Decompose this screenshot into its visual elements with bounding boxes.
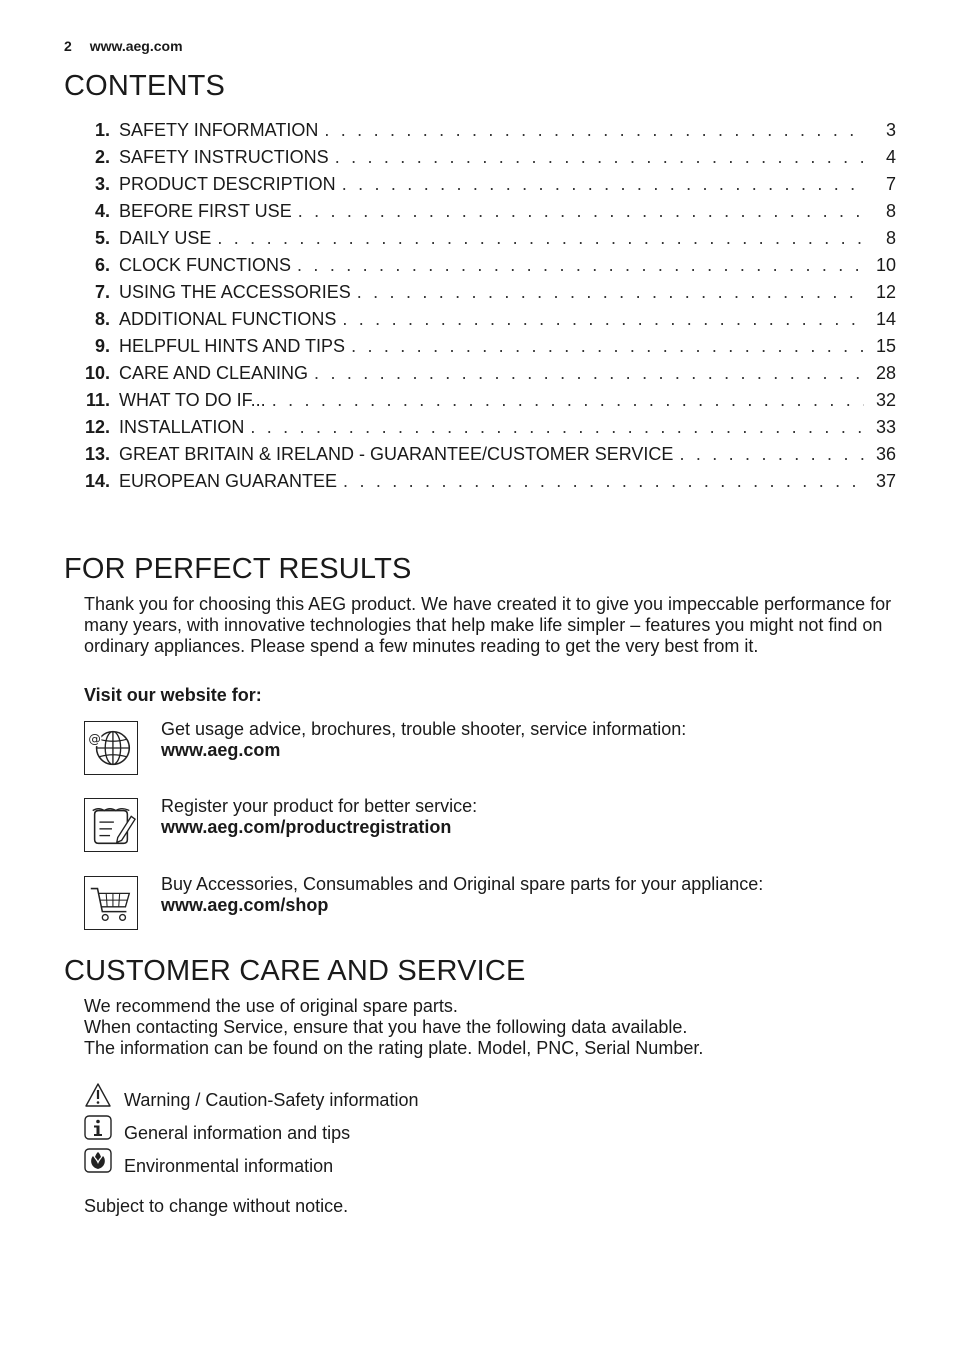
toc-leader — [342, 174, 864, 195]
toc-leader — [298, 201, 864, 222]
registration-notepad-icon — [84, 798, 138, 852]
toc-number: 12. — [84, 417, 110, 437]
toc-entry[interactable] — [72, 363, 896, 390]
toc-number: 11. — [85, 390, 110, 410]
toc-title: GREAT BRITAIN & IRELAND - GUARANTEE/CUSTOMER SERVICE — [119, 444, 674, 464]
site-url[interactable]: www.aeg.com — [89, 38, 183, 54]
intro-paragraph: Thank you for choosing this AEG product. We have created it to give you impeccable performance for many years, with innovative technologies that help make life simpler – features you might not find on ordinary appliances. Please spend a few minutes reading to get the very best from it. — [84, 594, 892, 656]
contents-title: CONTENTS — [64, 70, 226, 102]
registration-link-row — [84, 798, 904, 854]
legend-label: Warning / Caution-Safety information — [124, 1090, 419, 1110]
shopping-cart-icon — [84, 876, 138, 930]
toc-entry[interactable] — [72, 174, 896, 201]
toc-leader — [335, 147, 864, 168]
toc-page-number: 4 — [885, 147, 896, 167]
toc-page-number: 8 — [885, 201, 896, 221]
toc-leader — [324, 120, 864, 141]
registration-link-description: Register your product for better service: — [161, 796, 478, 816]
toc-number: 2. — [94, 147, 110, 167]
toc-leader — [351, 336, 864, 357]
toc-leader — [342, 309, 864, 330]
care-line: We recommend the use of original spare parts. — [84, 996, 458, 1016]
toc-leader — [250, 417, 864, 438]
toc-entry[interactable] — [72, 147, 896, 174]
website-link-description: Get usage advice, brochures, trouble shooter, service information: — [161, 719, 687, 739]
toc-title: PRODUCT DESCRIPTION — [119, 174, 336, 194]
website-link[interactable]: www.aeg.com — [161, 740, 281, 760]
toc-title: DAILY USE — [119, 228, 212, 248]
toc-page-number: 33 — [875, 417, 896, 437]
page-header — [64, 38, 183, 54]
toc-page-number: 10 — [875, 255, 896, 275]
toc-title: ADDITIONAL FUNCTIONS — [119, 309, 337, 329]
toc-page-number: 15 — [875, 336, 896, 356]
toc-number: 5. — [94, 228, 110, 248]
toc-entry[interactable] — [72, 444, 896, 471]
toc-page-number: 28 — [875, 363, 896, 383]
toc-title: HELPFUL HINTS AND TIPS — [119, 336, 346, 356]
shop-link[interactable]: www.aeg.com/shop — [161, 895, 329, 915]
warning-triangle-icon — [84, 1082, 112, 1108]
toc-entry[interactable] — [72, 201, 896, 228]
toc-entry[interactable] — [72, 228, 896, 255]
toc-number: 3. — [94, 174, 110, 194]
toc-page-number: 3 — [885, 120, 896, 140]
toc-leader — [314, 363, 864, 384]
visit-website-label: Visit our website for: — [84, 685, 262, 705]
toc-page-number: 32 — [875, 390, 896, 410]
toc-title: INSTALLATION — [119, 417, 245, 437]
toc-page-number: 7 — [885, 174, 896, 194]
toc-leader — [272, 390, 864, 411]
perfect-results-title: FOR PERFECT RESULTS — [64, 553, 412, 585]
environment-icon — [84, 1148, 112, 1174]
info-icon — [84, 1115, 112, 1141]
registration-link[interactable]: www.aeg.com/productregistration — [161, 817, 452, 837]
toc-page-number: 8 — [885, 228, 896, 248]
toc-entry[interactable] — [72, 255, 896, 282]
customer-care-text — [84, 996, 904, 1059]
toc-page-number: 36 — [875, 444, 896, 464]
shop-link-row — [84, 876, 904, 932]
globe-at-icon — [84, 721, 138, 775]
toc-leader — [679, 444, 864, 465]
toc-title: USING THE ACCESSORIES — [119, 282, 351, 302]
toc-leader — [343, 471, 864, 492]
toc-entry[interactable] — [72, 390, 896, 417]
toc-page-number: 14 — [875, 309, 896, 329]
toc-title: EUROPEAN GUARANTEE — [119, 471, 338, 491]
toc-number: 1. — [94, 120, 110, 140]
care-line: The information can be found on the rating plate. Model, PNC, Serial Number. — [84, 1038, 704, 1058]
legend-label: General information and tips — [124, 1123, 351, 1143]
toc-page-number: 12 — [875, 282, 896, 302]
toc-entry[interactable] — [72, 417, 896, 444]
toc-number: 4. — [94, 201, 110, 221]
toc-entry[interactable] — [72, 336, 896, 363]
toc-title: SAFETY INSTRUCTIONS — [119, 147, 329, 167]
toc-number: 8. — [94, 309, 110, 329]
page-number: 2 — [64, 38, 72, 54]
shop-link-description: Buy Accessories, Consumables and Original spare parts for your appliance: — [161, 874, 764, 894]
svg-text:@: @ — [88, 731, 101, 747]
legend-label: Environmental information — [124, 1156, 334, 1176]
toc-leader — [217, 228, 864, 249]
toc-number: 13. — [84, 444, 110, 464]
toc-entry[interactable] — [72, 120, 896, 147]
toc-leader — [297, 255, 864, 276]
toc-number: 9. — [94, 336, 110, 356]
toc-number: 10. — [84, 363, 110, 383]
toc-title: BEFORE FIRST USE — [119, 201, 292, 221]
customer-care-title: CUSTOMER CARE AND SERVICE — [64, 955, 526, 987]
toc-number: 6. — [94, 255, 110, 275]
toc-entry[interactable] — [72, 282, 896, 309]
toc-leader — [357, 282, 864, 303]
toc-page-number: 37 — [875, 471, 896, 491]
website-link-row — [84, 721, 904, 777]
toc-title: CARE AND CLEANING — [119, 363, 309, 383]
toc-number: 14. — [84, 471, 110, 491]
care-line: When contacting Service, ensure that you have the following data available. — [84, 1017, 688, 1037]
toc-number: 7. — [94, 282, 110, 302]
table-of-contents — [72, 120, 896, 498]
toc-entry[interactable] — [72, 471, 896, 498]
toc-title: CLOCK FUNCTIONS — [119, 255, 292, 275]
change-notice: Subject to change without notice. — [84, 1196, 349, 1216]
toc-title: SAFETY INFORMATION — [119, 120, 319, 140]
toc-entry[interactable] — [72, 309, 896, 336]
toc-title: WHAT TO DO IF... — [119, 390, 266, 410]
